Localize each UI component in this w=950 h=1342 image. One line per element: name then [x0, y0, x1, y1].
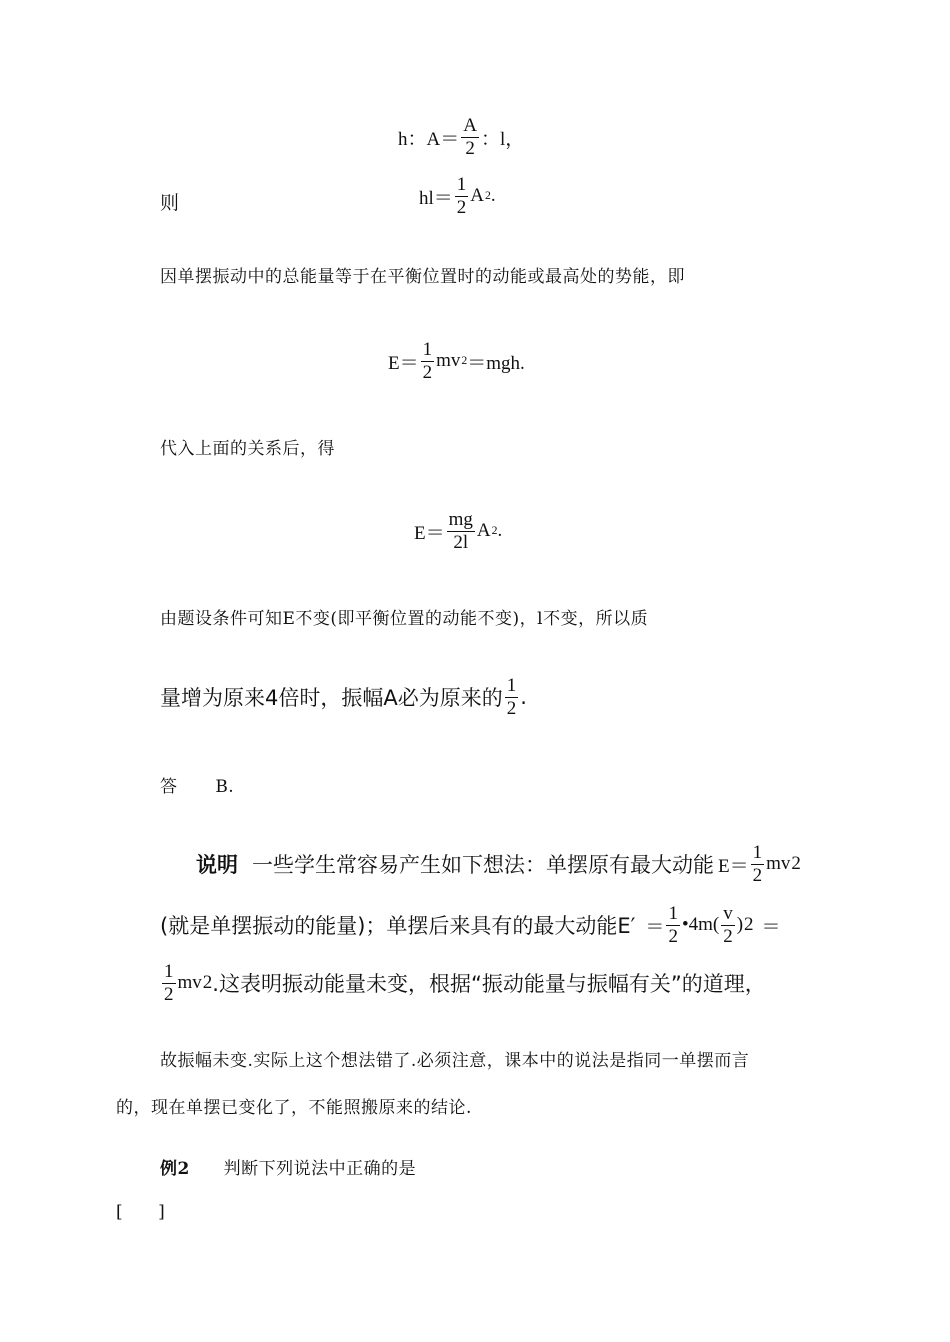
answer-value: B. — [215, 777, 235, 797]
answer — [160, 772, 234, 797]
paragraph-conclusion: 由题设条件可知E不变(即平衡位置的动能不变)，l不变，所以质 — [160, 609, 649, 629]
equation-hl: hl＝ $\frac{1}{2}$ A 2 . — [419, 174, 496, 218]
then-label: 则 — [160, 192, 180, 214]
fraction: $\frac{1}{2}$ — [506, 675, 517, 719]
answer-label: 答 — [160, 777, 178, 797]
eq1-left: h：A＝ — [398, 128, 460, 150]
fraction: $\frac{mg}{2l}$ — [448, 509, 473, 553]
note-line-2: (就是单摆振动的能量)；单摆后来具有的最大动能E′ ＝ $\frac{1}{2}$ •4m( $\frac{v}{2}$ ) 2 ＝ — [160, 903, 781, 947]
note-line-3: $\frac{1}{2}$ mv 2 .这表明振动能量未变，根据“振动能量与振幅有关”的道理， — [164, 961, 766, 1005]
example-2 — [160, 1154, 416, 1179]
fraction: $\frac{1}{2}$ — [456, 174, 467, 218]
fraction: $\frac{1}{2}$ — [668, 903, 678, 947]
fraction: $\frac{v}{2}$ — [723, 903, 733, 947]
example-text: 判断下列说法中正确的是 — [223, 1159, 417, 1179]
example-label: 例2 — [160, 1159, 190, 1179]
equation-result: E＝ $\frac{mg}{2l}$ A 2 . — [414, 509, 503, 553]
fraction: $\frac{1}{2}$ — [422, 339, 433, 383]
eq1-right: ：l， — [480, 128, 525, 150]
fraction: $\frac{1}{2}$ — [752, 842, 763, 886]
equation-energy: E＝ $\frac{1}{2}$ mv 2 ＝mgh. — [388, 339, 525, 383]
paragraph-wrong-2: 的，现在单摆已变化了，不能照搬原来的结论. — [116, 1098, 472, 1118]
paragraph-substitute: 代入上面的关系后，得 — [160, 439, 335, 459]
note-title: 说明 — [196, 853, 238, 878]
paragraph-wrong-1: 故振幅未变.实际上这个想法错了.必须注意，课本中的说法是指同一单摆而言 — [160, 1051, 750, 1071]
equation-ratio — [398, 116, 524, 159]
fraction: $\frac{A}{2}$ — [463, 115, 477, 159]
note-line-1: 说明 一些学生常容易产生如下想法：单摆原有最大动能 E＝ $\frac{1}{2}$ mv 2 — [196, 842, 801, 886]
paragraph-energy: 因单摆振动中的总能量等于在平衡位置时的动能或最高处的势能，即 — [160, 267, 685, 287]
fraction: $\frac{1}{2}$ — [164, 961, 174, 1005]
answer-bracket: [ ] — [116, 1202, 166, 1222]
paragraph-amplitude: 量增为原来4倍时，振幅A必为原来的 $\frac{1}{2}$ . — [160, 675, 527, 719]
